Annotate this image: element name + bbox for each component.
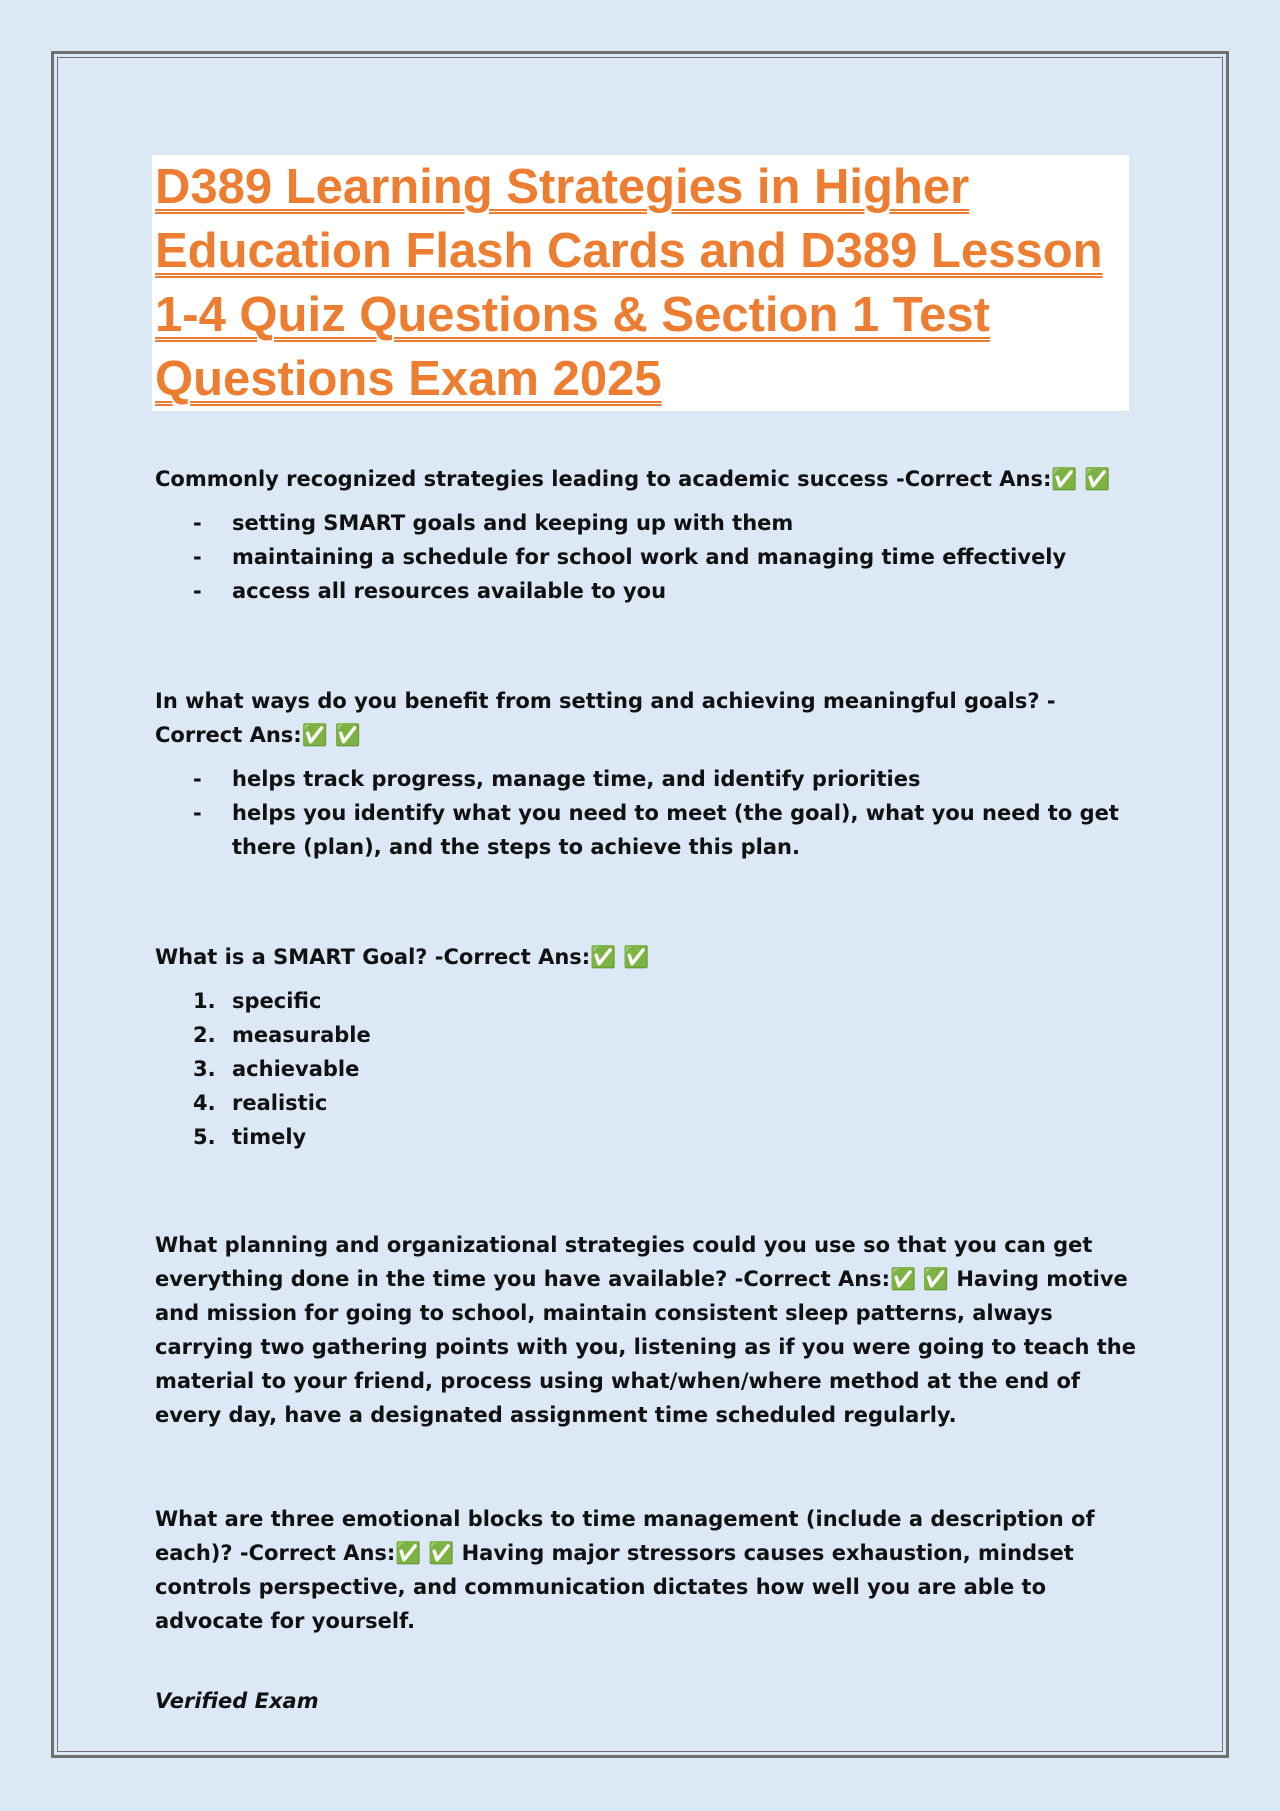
list-item: - helps you identify what you need to meet (the goal), what you need to get there (plan), and the steps to achieve this plan.	[155, 796, 1140, 864]
question-block-4	[155, 1228, 1140, 1432]
question-2	[155, 684, 1140, 752]
list-number: 2.	[193, 1023, 216, 1047]
list-item: 5. timely	[155, 1120, 1140, 1154]
question-3-text: What is a SMART Goal? -Correct Ans:	[155, 945, 591, 969]
question-4-text: What planning and organizational strategies could you use so that you can get everything done in the time you have available? -Correct Ans:	[155, 1233, 1093, 1291]
question-4	[155, 1228, 1140, 1432]
question-2-text: In what ways do you benefit from setting and achieving meaningful goals? -Correct Ans:	[155, 689, 1056, 747]
check-mark-icon: ✅ ✅	[890, 1267, 950, 1291]
answer-list-1	[155, 506, 1140, 608]
question-5	[155, 1502, 1140, 1638]
answer-list-3	[155, 984, 1140, 1154]
list-item: - helps track progress, manage time, and identify priorities	[155, 762, 1140, 796]
list-item: - maintaining a schedule for school work and managing time effectively	[155, 540, 1140, 574]
question-1-text: Commonly recognized strategies leading to academic success -Correct Ans:	[155, 467, 1052, 491]
answer-5-text: Having major stressors causes exhaustion, mindset controls perspective, and communication dictates how well you are able to advocate for yourself.	[155, 1541, 1074, 1633]
list-item: - access all resources available to you	[155, 574, 1140, 608]
document-body	[155, 462, 1140, 1718]
list-item: 1. specific	[155, 984, 1140, 1018]
check-mark-icon: ✅ ✅	[590, 945, 650, 969]
question-block-1	[155, 462, 1140, 608]
check-mark-icon: ✅ ✅	[1051, 467, 1111, 491]
dash-marker: -	[193, 767, 202, 791]
answer-list-2	[155, 762, 1140, 864]
footer-verified-exam: Verified Exam	[155, 1689, 319, 1713]
list-item: 2. measurable	[155, 1018, 1140, 1052]
question-3	[155, 940, 1140, 974]
dash-marker: -	[193, 545, 202, 569]
question-1	[155, 462, 1140, 496]
question-block-2	[155, 684, 1140, 864]
list-number: 4.	[193, 1091, 216, 1115]
list-item: 4. realistic	[155, 1086, 1140, 1120]
document-title: D389 Learning Strategies in Higher Education Flash Cards and D389 Lesson 1-4 Quiz Questions & Section 1 Test Questions Exam 2025	[155, 160, 1103, 406]
check-mark-icon: ✅ ✅	[301, 723, 361, 747]
dash-marker: -	[193, 579, 202, 603]
dash-marker: -	[193, 801, 202, 825]
question-5-text: What are three emotional blocks to time management (include a description of each)? -Correct Ans:	[155, 1507, 1095, 1565]
check-mark-icon: ✅ ✅	[395, 1541, 455, 1565]
list-item: 3. achievable	[155, 1052, 1140, 1086]
list-number: 1.	[193, 989, 216, 1013]
answer-4-text: Having motive and mission for going to school, maintain consistent sleep patterns, always carrying two gathering points with you, listening as if you were going to teach the material to your friend, process using what/when/where method at the end of every day, have a designated assignment time scheduled regularly.	[155, 1267, 1136, 1427]
title-box	[152, 155, 1129, 411]
list-item: - setting SMART goals and keeping up with them	[155, 506, 1140, 540]
list-number: 3.	[193, 1057, 216, 1081]
list-number: 5.	[193, 1125, 216, 1149]
dash-marker: -	[193, 511, 202, 535]
question-block-5	[155, 1502, 1140, 1638]
question-block-3	[155, 940, 1140, 1154]
